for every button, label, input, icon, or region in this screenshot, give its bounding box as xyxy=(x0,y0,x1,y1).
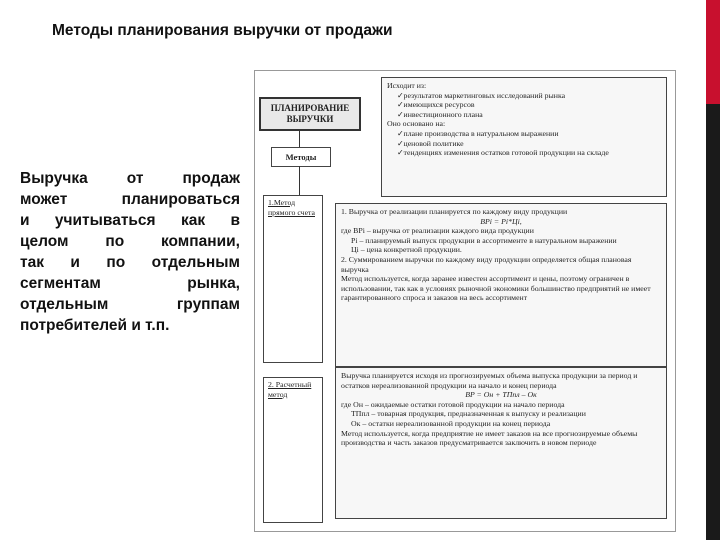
lead-line: может планироваться xyxy=(20,191,240,208)
sources-box xyxy=(381,77,667,197)
side-bar-accent xyxy=(706,0,720,104)
lead-line: и учитываться как в xyxy=(20,212,240,229)
method1-where: Ці – цена конкретной продукции. xyxy=(351,245,462,255)
method2-description xyxy=(335,367,667,519)
scheme-diagram xyxy=(254,70,676,532)
sources-heading: Оно основано на: xyxy=(387,119,446,129)
sources-item: ✓ результатов маркетинговых исследований рынка xyxy=(387,91,661,101)
method1-text: 1. Выручка от реализации планируется по каждому виду продукции xyxy=(341,207,568,216)
method1-where: Pi – планируемый выпуск продукции в ассортименте в натуральном выражении xyxy=(351,235,617,245)
lead-line: Выручка от продаж xyxy=(20,170,240,187)
method2-where: Ок – остатки нереализованной продукции на конец периода xyxy=(351,418,551,428)
sources-item: ✓ имеющихся ресурсов xyxy=(387,100,661,110)
lead-line: целом по компании, xyxy=(20,233,240,250)
methods-box: Методы xyxy=(271,147,331,167)
sources-heading: Исходит из: xyxy=(387,81,427,90)
method1-label: 1.Метод прямого счета xyxy=(268,198,315,217)
method2-where: где Он – ожидаемые остатки готовой продукции на начало периода xyxy=(341,399,565,409)
slide-title: Методы планирования выручки от продажи xyxy=(52,22,393,39)
lead-paragraph xyxy=(20,168,240,336)
method2-formula: BP = Он + ТПпл – Ок xyxy=(465,390,537,400)
method1-formula: BPi = Pi*Ці, xyxy=(480,216,522,226)
method1-where: где BPi – выручка от реализации каждого вида продукции xyxy=(341,226,534,236)
sources-item: ✓ ценовой политике xyxy=(387,139,661,149)
lead-line: отдельным группам xyxy=(20,296,240,313)
lead-line: так и по отдельным xyxy=(20,254,240,271)
method1-text: 2. Суммированием выручки по каждому виду продукции определяется общая плановая выручка xyxy=(341,254,632,274)
method2-label: 2. Расчетный метод xyxy=(268,380,312,399)
connector-line xyxy=(299,166,300,195)
lead-line: потребителей и т.п. xyxy=(20,317,170,334)
method2-where: ТПпл – товарная продукция, предназначенная к выпуску и реализации xyxy=(351,409,586,419)
lead-line: сегментам рынка, xyxy=(20,275,240,292)
method2-label-box xyxy=(263,377,323,523)
method1-usage: Метод используется, когда заранее известен ассортимент и цены, поэтому ограничен в использовании, так как в условиях рыночной экономики большинство предприятий не имеет гарантированного спроса и заказов на весь ассортимент xyxy=(341,274,651,303)
method1-label-box xyxy=(263,195,323,363)
connector-line xyxy=(299,130,300,147)
method2-text: Выручка планируется исходя из прогнозируемых объема выпуска продукции за период и остатков нереализованной продукции на начало и конец периода xyxy=(341,371,638,390)
sources-item: ✓ инвестиционного плана xyxy=(387,110,661,120)
sources-item: ✓ плане производства в натуральном выражении xyxy=(387,129,661,139)
plan-revenue-box: ПЛАНИРОВАНИЕ ВЫРУЧКИ xyxy=(259,97,361,131)
sources-item: ✓ тенденциях изменения остатков готовой продукции на складе xyxy=(387,148,661,158)
method1-description xyxy=(335,203,667,367)
method2-usage: Метод используется, когда предприятие не имеет заказов на все прогнозируемые объемы производства и часть заказов предусматривается заключить в новом периоде xyxy=(341,428,638,448)
